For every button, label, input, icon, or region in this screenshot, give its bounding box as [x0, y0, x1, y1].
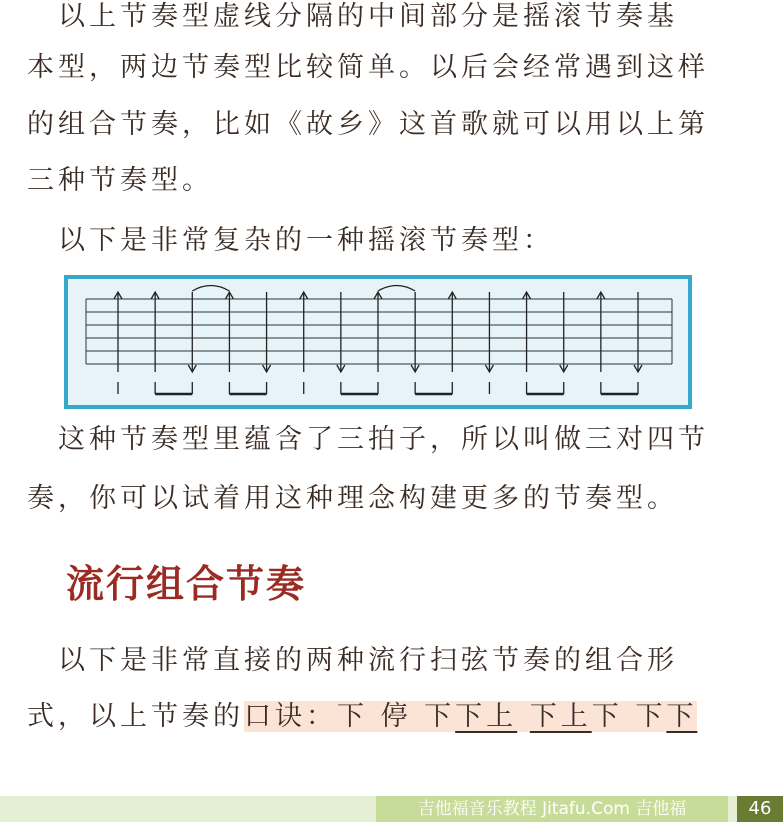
- rhythm-staff: [68, 279, 688, 405]
- paragraph-line: 三种节奏型。: [27, 165, 213, 196]
- rhythm-notation: [64, 275, 692, 409]
- strum-mnemonic: [244, 701, 697, 732]
- mnemonic-text: 下 下: [591, 701, 667, 732]
- paragraph-line: 本型，两边节奏型比较简单。以后会经常遇到这样: [27, 52, 709, 83]
- mnemonic-underlined: 下上: [529, 701, 592, 732]
- mnemonic-text: 口诀：下 停 下: [244, 701, 456, 732]
- footer-label: 吉他福音乐教程 Jitafu.Com 吉他福: [376, 796, 728, 822]
- section-heading: 流行组合节奏: [66, 562, 307, 606]
- paragraph-line: 的组合节奏，比如《故乡》这首歌就可以用以上第: [27, 109, 709, 140]
- paragraph-text: 式，以上节奏的: [27, 701, 244, 732]
- tie-arc: [192, 286, 229, 292]
- mnemonic-underlined: 下上: [455, 701, 518, 732]
- mnemonic-underlined: 下: [666, 701, 698, 732]
- paragraph-line: 以下是非常复杂的一种摇滚节奏型：: [27, 225, 554, 256]
- paragraph-line: 以上节奏型虚线分隔的中间部分是摇滚节奏基: [27, 1, 678, 32]
- page-number: 46: [737, 796, 783, 822]
- mnemonic-space: [517, 701, 530, 732]
- paragraph-line: 奏，你可以试着用这种理念构建更多的节奏型。: [27, 483, 678, 514]
- paragraph-line: [27, 688, 767, 746]
- tie-arc: [378, 286, 415, 292]
- paragraph-line: 这种节奏型里蕴含了三拍子，所以叫做三对四节: [27, 424, 709, 455]
- paragraph-line: 以下是非常直接的两种流行扫弦节奏的组合形: [27, 645, 678, 676]
